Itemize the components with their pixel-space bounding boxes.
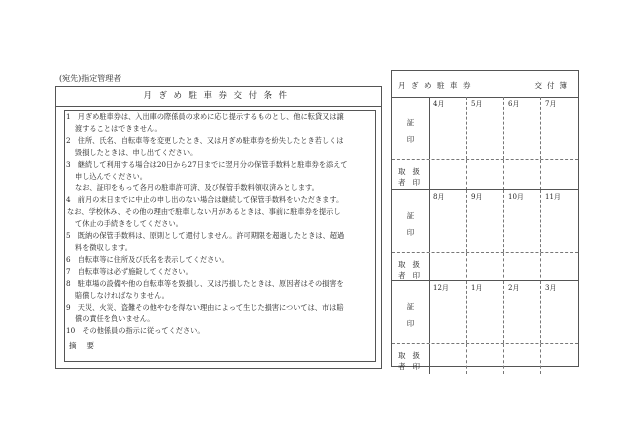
collector-label [392,160,430,190]
stamp-row [392,97,578,159]
collector-label-bottom: 者印 [398,271,427,280]
collector-stamp-cell [429,344,466,374]
collector-label-bottom: 者印 [398,362,427,371]
condition-line: 2 住所、氏名、自転車等を変更したとき、又は月ぎめ駐車券を紛失したとき若しくは [66,135,344,145]
month-stamp-cell [503,281,540,343]
collector-stamp-cell [503,160,540,190]
month-label: 5月 [471,100,483,108]
month-stamp-cell [540,281,578,343]
condition-line: 1 月ぎめ駐車券は、入出庫の際係員の求めに応じ提示するものとし、他に転貸又は譲 [66,112,344,121]
condition-line: なお、学校休み、その他の理由で駐車しない月があるときは、事前に駐車券を提示し [67,207,341,217]
collector-stamp-cell [466,253,503,283]
month-stamp-cell [540,97,578,159]
collector-row [392,252,578,283]
month-label: 4月 [433,100,445,108]
collector-row [392,343,578,374]
month-stamp-cell [466,190,503,252]
remarks-label: 摘要 [69,341,104,350]
collector-label-top: 取扱 [398,167,427,176]
condition-line: 9 天災、火災、盗難その他やむを得ない理由によって生じた損害については、市は賠 [66,302,344,312]
issuance-ledger [391,70,579,371]
condition-line: 10 その他係員の指示に従ってください。 [66,326,205,336]
collector-stamp-cell [466,344,503,374]
ledger-header [392,71,578,98]
month-stamp-cell [466,281,503,343]
month-label: 8月 [433,193,445,201]
month-label: 1月 [471,284,483,292]
month-label: 11月 [545,193,561,201]
ledger-block [392,97,578,189]
collector-label-top: 取扱 [398,260,427,269]
stamp-label-top: 証 [406,118,415,127]
stamp-label [392,97,430,159]
collector-stamp-cell [540,160,578,190]
addressee: (宛先)指定管理者 [59,74,122,83]
month-stamp-cell [429,190,466,252]
stamp-label-bottom: 印 [406,319,415,328]
condition-line: 賠償しなければなりません。 [75,290,169,300]
condition-line: 毀損したときは、申し出てください。 [75,147,198,157]
month-stamp-cell [429,281,466,343]
month-stamp-cell [503,97,540,159]
stamp-label [392,281,430,343]
condition-line: 5 既納の保管手数料は、原則として還付しません。許可期限を超過したときは、超過 [66,231,345,241]
ledger-block [392,280,578,373]
condition-line: 6 自転車等に住所及び氏名を表示してください。 [66,254,229,264]
condition-line: なお、証印をもって各月の駐車許可済、及び保管手数料領収済みとします。 [75,183,319,193]
month-stamp-cell [540,190,578,252]
collector-label-bottom: 者印 [398,178,427,187]
condition-line: 3 継続して利用する場合は20日から27日までに翌月分の保管手数料と駐車券を添えて [66,159,348,169]
collector-stamp-cell [503,253,540,283]
month-stamp-cell [503,190,540,252]
month-label: 10月 [508,193,524,201]
stamp-label [392,190,430,252]
conditions-list [65,111,375,337]
collector-label [392,253,430,283]
month-label: 3月 [545,284,557,292]
stamp-label-bottom: 印 [406,135,415,144]
month-label: 9月 [471,193,483,201]
month-label: 2月 [508,284,520,292]
collector-label-top: 取扱 [398,351,427,360]
collector-stamp-cell [429,253,466,283]
month-stamp-cell [429,97,466,159]
collector-stamp-cell [503,344,540,374]
condition-line: 8 駐車場の設備や他の自転車等を毀損し、又は汚損したときは、原因者はその損害を [66,278,344,288]
stamp-row [392,190,578,252]
collector-stamp-cell [429,160,466,190]
collector-stamp-cell [540,253,578,283]
condition-line: 4 前月の末日までに中止の申し出のない場合は継続して保管手数料をいただきます。 [66,195,344,205]
stamp-label-bottom: 印 [406,228,415,237]
condition-line: 7 自転車等は必ず施錠してください。 [66,266,193,276]
collector-stamp-cell [466,160,503,190]
month-label: 6月 [508,100,520,108]
stamp-label-top: 証 [406,302,415,311]
stamp-row [392,281,578,343]
ledger-title-suffix: 交付簿 [534,81,572,90]
month-label: 7月 [545,100,557,108]
condition-line: 償の責任を負いません。 [75,314,155,324]
conditions-panel [55,86,382,369]
condition-line: 申し込んでください。 [75,171,147,181]
condition-line: 料を徴収します。 [75,242,132,252]
conditions-body [64,110,376,362]
ledger-block [392,189,578,282]
month-label: 12月 [433,284,449,292]
ledger-title: 月ぎめ駐車券 [398,81,476,90]
stamp-label-top: 証 [406,211,415,220]
collector-label [392,344,430,374]
month-stamp-cell [466,97,503,159]
collector-row [392,159,578,190]
collector-stamp-cell [540,344,578,374]
conditions-title: 月ぎめ駐車券交付条件 [56,87,381,107]
condition-line: 渡することはできません。 [75,123,162,133]
condition-line: て休止の手続きをしてください。 [75,219,183,229]
